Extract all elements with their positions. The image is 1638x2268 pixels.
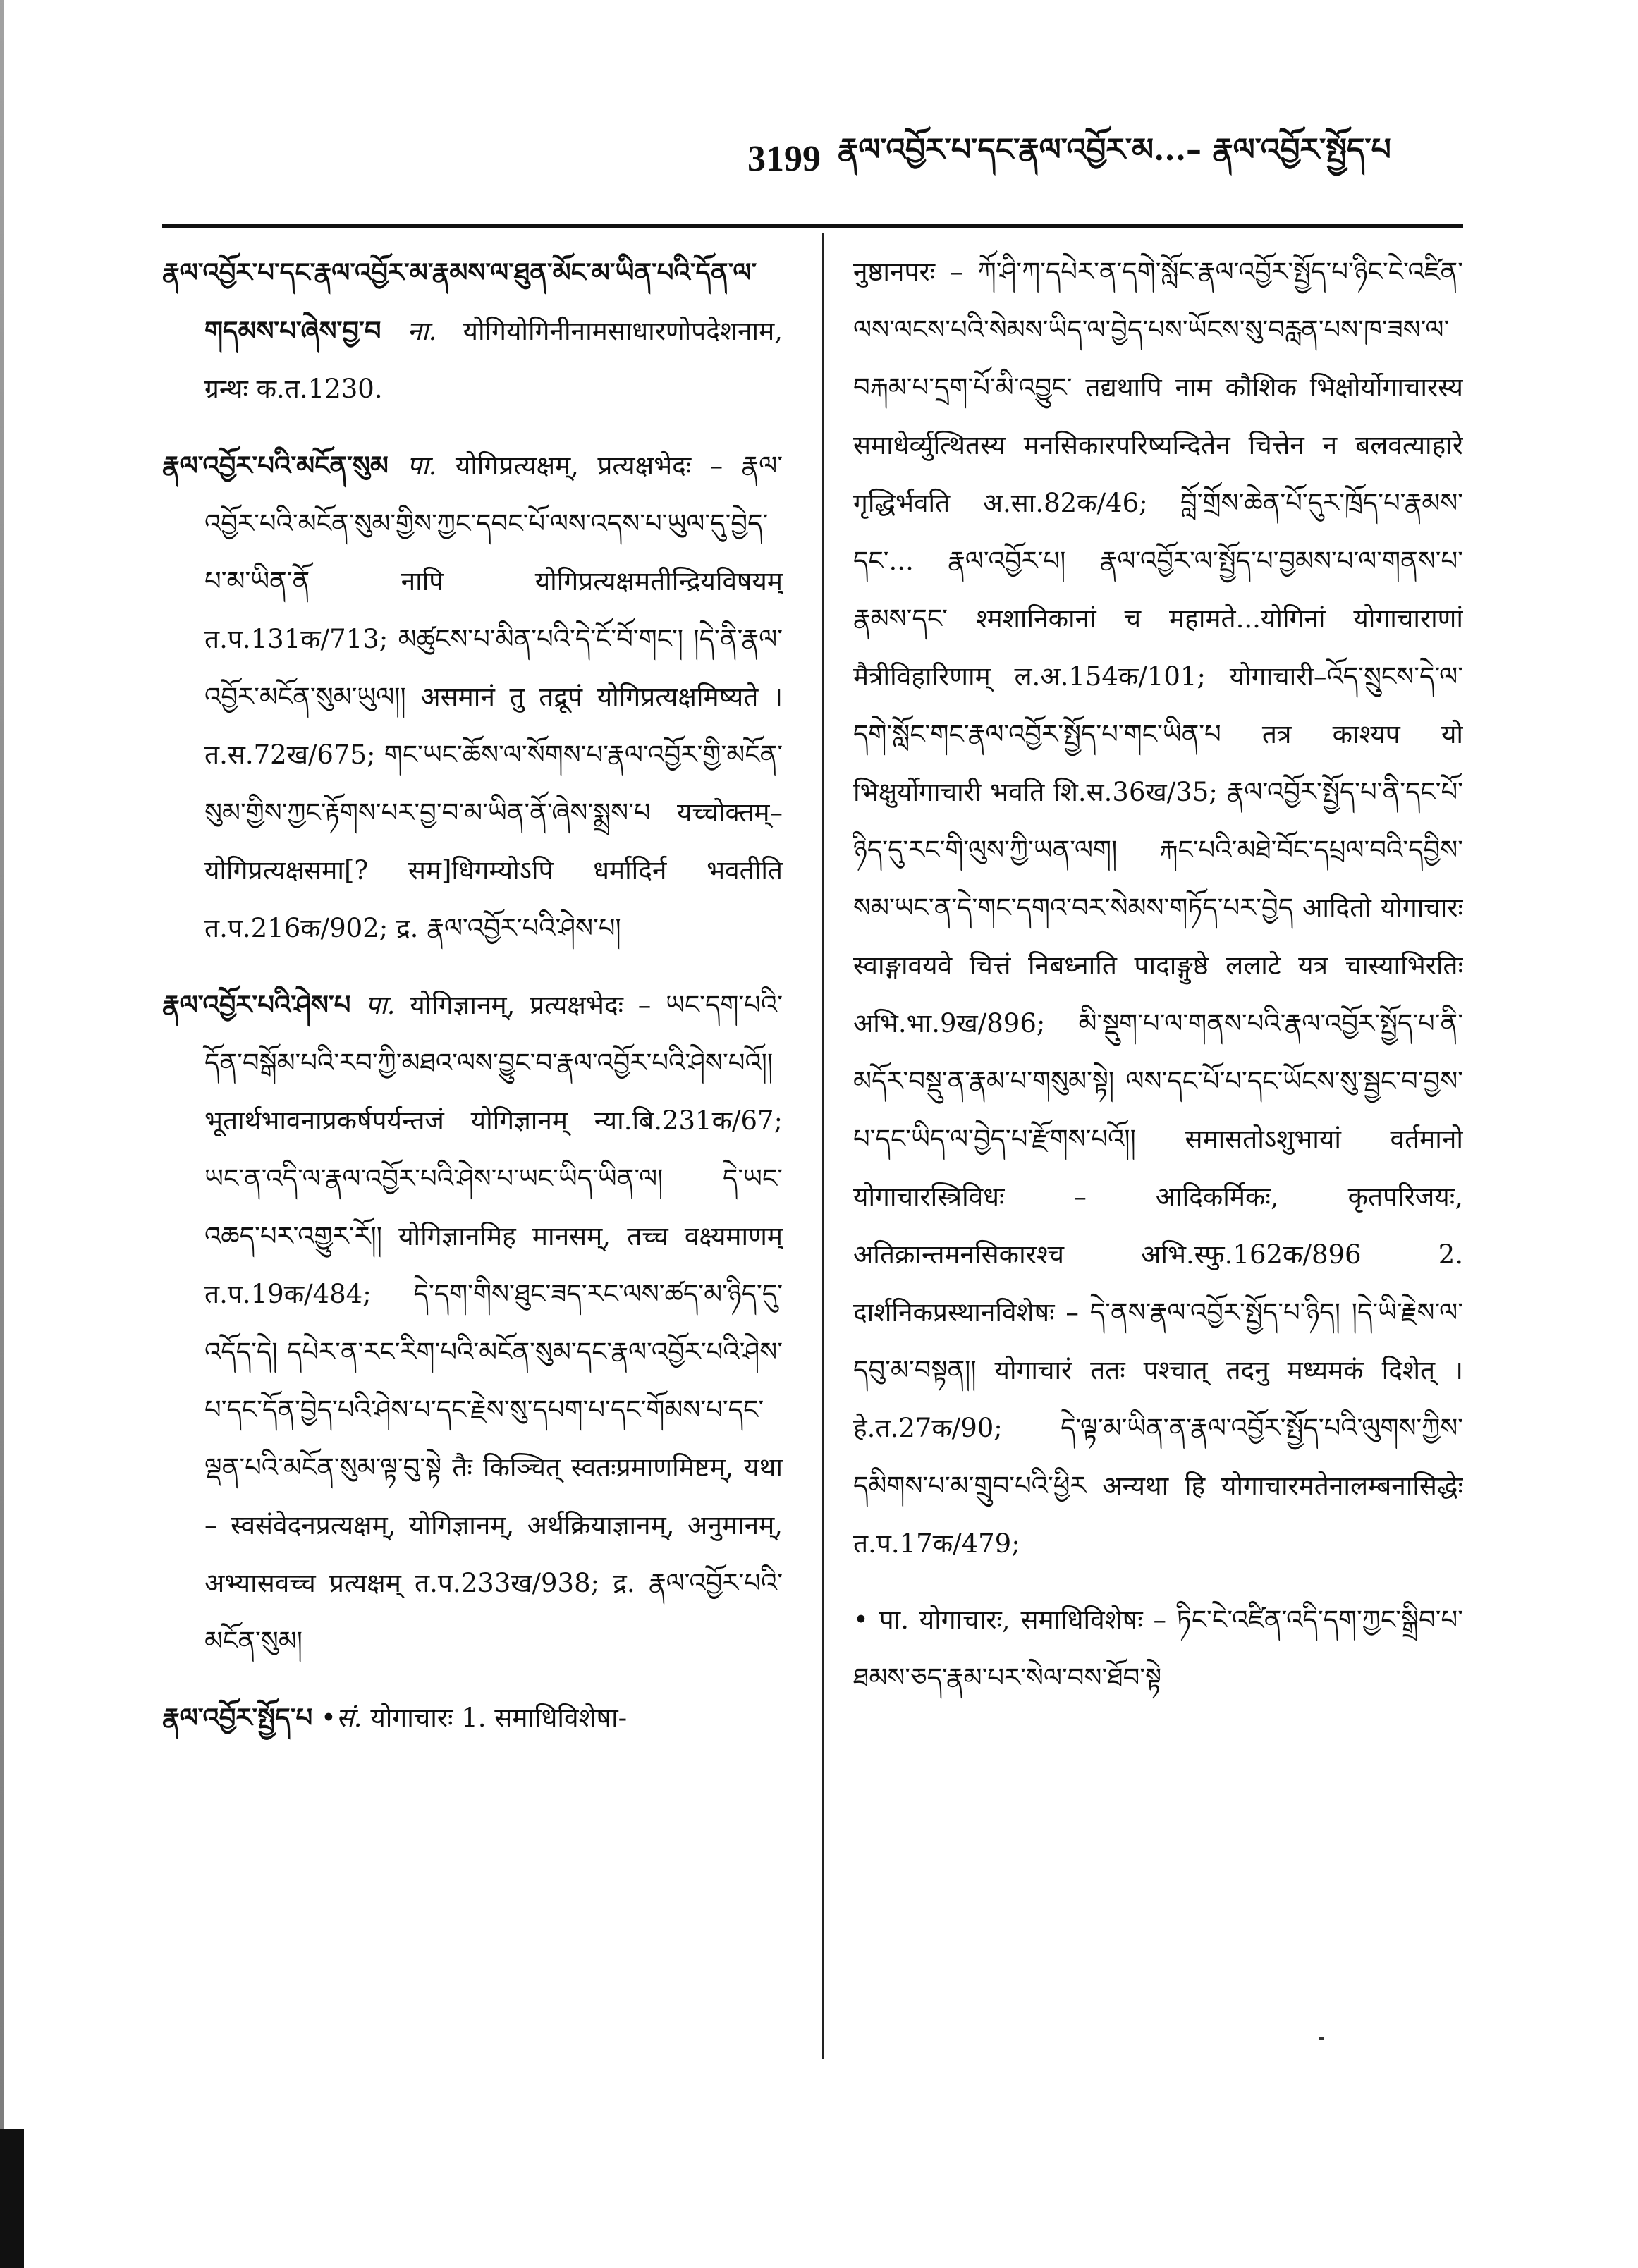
entry-headword: རྣལ་འབྱོར་པའི་མངོན་སུམ: [162, 450, 389, 481]
left-column: [162, 243, 783, 2076]
entry-continuation: नुष्ठानपरः – ཀོ་ཤི་ཀ་དཔེར་ན་དགེ་སློང་རྣལ་འབྱོར་སྤྱོད་པ་ཉིང་ངེ་འཛིན་ལས་ལངས་པའི་སེམས་ཡིད་ལ་བྱེད་པས་ཡོངས་སུ་བརླན་པས་ཁ་ཟས་ལ་བརྐམ་པ་དྲག་པོ་མི་འབྱུང་ तद्यथापि नाम कौशिक भिक्षोर्योगाचारस्य समाधेर्व्युत्थितस्य मनसिकारपरिष्यन्दितेन चित्तेन न बलवत्याहारे गृद्धिर्भवति अ.सा.82क/46; བློ་གྲོས་ཆེན་པོ་དུར་ཁྲོད་པ་རྣམས་དང་... རྣལ་འབྱོར་པ། རྣལ་འབྱོར་ལ་སྤྱོད་པ་བྱམས་པ་ལ་གནས་པ་རྣམས་དང་ श्मशानिकानां च महामते...योगिनां योगाचाराणां मैत्रीविहारिणाम् ल.अ.154क/101; योगाचारी–འོད་སྲུངས་དེ་ལ་དགེ་སློང་གང་རྣལ་འབྱོར་སྤྱོད་པ་གང་ཡིན་པ तत्र काश्यप यो भिक्षुर्योगाचारी भवति शि.स.36ख/35; རྣལ་འབྱོར་སྤྱོད་པ་ནི་དང་པོ་ཉིད་དུ་རང་གི་ལུས་ཀྱི་ཡན་ལག། རྐང་པའི་མཐེ་བོང་དཔྲལ་བའི་དབྱིས་སམ་ཡང་ན་དེ་གང་དགའ་བར་སེམས་གཏོད་པར་བྱེད आदितो योगाचारः स्वाङ्गावयवे चित्तं निबध्नाति पादाङ्गुष्ठे ललाटे यत्र चास्याभिरतिः अभि.भा.9ख/896; མི་སྡུག་པ་ལ་གནས་པའི་རྣལ་འབྱོར་སྤྱོད་པ་ནི་མདོར་བསྡུ་ན་རྣམ་པ་གསུམ་སྟེ། ལས་དང་པོ་པ་དང་ཡོངས་སུ་སྦྱང་བ་བྱས་པ་དང་ཡིད་ལ་བྱེད་པ་རྫོགས་པའོ།། समासतोऽशुभायां वर्तमानो योगाचारस्त्रिविधः – आदिकर्मिकः, कृतपरिजयः, अतिक्रान्तमनसिकारश्च अभि.स्फु.162क/896 2. दार्शनिकप्रस्थानविशेषः – དེ་ནས་རྣལ་འབྱོར་སྤྱོད་པ་ཉིད། །དེ་ཡི་རྗེས་ལ་དབུ་མ་བསྟན།། योगाचारं ततः पश्चात् तदनु मध्यमकं दिशेत् । हे.त.27क/90; དེ་ལྟ་མ་ཡིན་ན་རྣལ་འབྱོར་སྤྱོད་པའི་ལུགས་ཀྱིས་དམིགས་པ་མ་གྲུབ་པའི་ཕྱིར अन्यथा हि योगाचारमतेनालम्बनासिद्धेः त.प.17क/479;: [853, 257, 1463, 1559]
entry-continuation: • पा. योगाचारः, समाधिविशेषः – ཏིང་ངེ་འཛིན་འདི་དག་ཀྱང་སྒྲིབ་པ་ཐམས་ཅད་རྣམ་པར་སེལ་བས་ཐོབ་སྟེ: [853, 1605, 1463, 1693]
stray-mark: [1319, 2037, 1324, 2040]
dictionary-entry: [162, 436, 783, 957]
entry-headword: རྣལ་འབྱོར་པ་དང་རྣལ་འབྱོར་མ་རྣམས་ལ་ཐུན་མོང་མ་ཡིན་པའི་དོན་ལ་གདམས་པ་ཞེས་བྱ་བ: [162, 257, 757, 346]
entry-body: योगिप्रत्यक्षम्, प्रत्यक्षभेदः – རྣལ་འབྱོར་པའི་མངོན་སུམ་གྱིས་ཀྱང་དབང་པོ་ལས་འདས་པ་ཡུལ་དུ་བྱེད་པ་མ་ཡིན་ནོ नापि योगिप्रत्यक्षमतीन्द्रियविषयम् त.प.131क/713; མཚུངས་པ་མིན་པའི་དེ་ངོ་བོ་གང་། །དེ་ནི་རྣལ་འབྱོར་མངོན་སུམ་ཡུལ།། असमानं तु तद्रूपं योगिप्रत्यक्षमिष्यते । त.स.72ख/675; གང་ཡང་ཆོས་ལ་སོགས་པ་རྣལ་འབྱོར་གྱི་མངོན་སུམ་གྱིས་ཀྱང་རྟོགས་པར་བྱ་བ་མ་ཡིན་ནོ་ཞེས་སྨྲས་པ यच्चोक्तम्–योगिप्रत्यक्षसमा[? सम]धिगम्योऽपि धर्मादिर्न भवतीति त.प.216क/902; द्र. རྣལ་འབྱོར་པའི་ཤེས་པ།: [204, 450, 783, 943]
dictionary-entry: [162, 976, 783, 1670]
page-edge-shadow: [0, 0, 4, 2268]
running-head: རྣལ་འབྱོར་པ་དང་རྣལ་འབྱོར་མ...– རྣལ་འབྱོར་སྤྱོད་པ: [838, 132, 1391, 168]
entry-abbreviation: •सं.: [320, 1703, 362, 1733]
right-column: [853, 243, 1463, 2076]
entry-abbreviation: ना.: [407, 316, 437, 346]
entry-abbreviation: पा.: [407, 450, 437, 481]
scan-edge-artifact: [0, 2129, 24, 2268]
entry-headword: རྣལ་འབྱོར་པའི་ཤེས་པ: [162, 989, 351, 1020]
entry-body: योगियोगिनीनामसाधारणोपदेशनाम, ग्रन्थः क.त.1230.: [204, 316, 783, 404]
page-header: [747, 120, 1474, 197]
entry-body: योगिज्ञानम्, प्रत्यक्षभेदः – ཡང་དག་པའི་དོན་བསྒོམ་པའི་རབ་ཀྱི་མཐའ་ལས་བྱུང་བ་རྣལ་འབྱོར་པའི་ཤེས་པའོ།། भूतार्थभावनाप्रकर्षपर्यन्तजं योगिज्ञानम् न्या.बि.231क/67; ཡང་ན་འདི་ལ་རྣལ་འབྱོར་པའི་ཤེས་པ་ཡང་ཡིད་ཡིན་ལ། དེ་ཡང་འཆད་པར་འགྱུར་རོ།། योगिज्ञानमिह मानसम्, तच्च वक्ष्यमाणम् त.प.19क/484; དེ་དག་གིས་ཐུང་ཟད་རང་ལས་ཚད་མ་ཉིད་དུ་འདོད་དེ། དཔེར་ན་རང་རིག་པའི་མངོན་སུམ་དང་རྣལ་འབྱོར་པའི་ཤེས་པ་དང་དོན་བྱེད་པའི་ཤེས་པ་དང་རྗེས་སུ་དཔག་པ་དང་གོམས་པ་དང་ལྡན་པའི་མངོན་སུམ་ལྟ་བུ་སྟེ तैः किञ्चित् स्वतःप्रमाणमिष्टम्, यथा – स्वसंवेदनप्रत्यक्षम्, योगिज्ञानम्, अर्थक्रियाज्ञानम्, अनुमानम्, अभ्यासवच्च प्रत्यक्षम् त.प.233ख/938; द्र. རྣལ་འབྱོར་པའི་མངོན་སུམ།: [204, 990, 783, 1656]
page-number: 3199: [747, 138, 821, 179]
entry-abbreviation: पा.: [365, 990, 396, 1020]
column-divider: [822, 233, 824, 2059]
dictionary-entry: [162, 243, 783, 418]
entry-headword: རྣལ་འབྱོར་སྤྱོད་པ: [162, 1702, 313, 1733]
header-rule: [162, 224, 1463, 228]
entry-body: योगाचारः 1. समाधिविशेषा-: [370, 1703, 628, 1733]
dictionary-entry: [162, 1688, 783, 1747]
